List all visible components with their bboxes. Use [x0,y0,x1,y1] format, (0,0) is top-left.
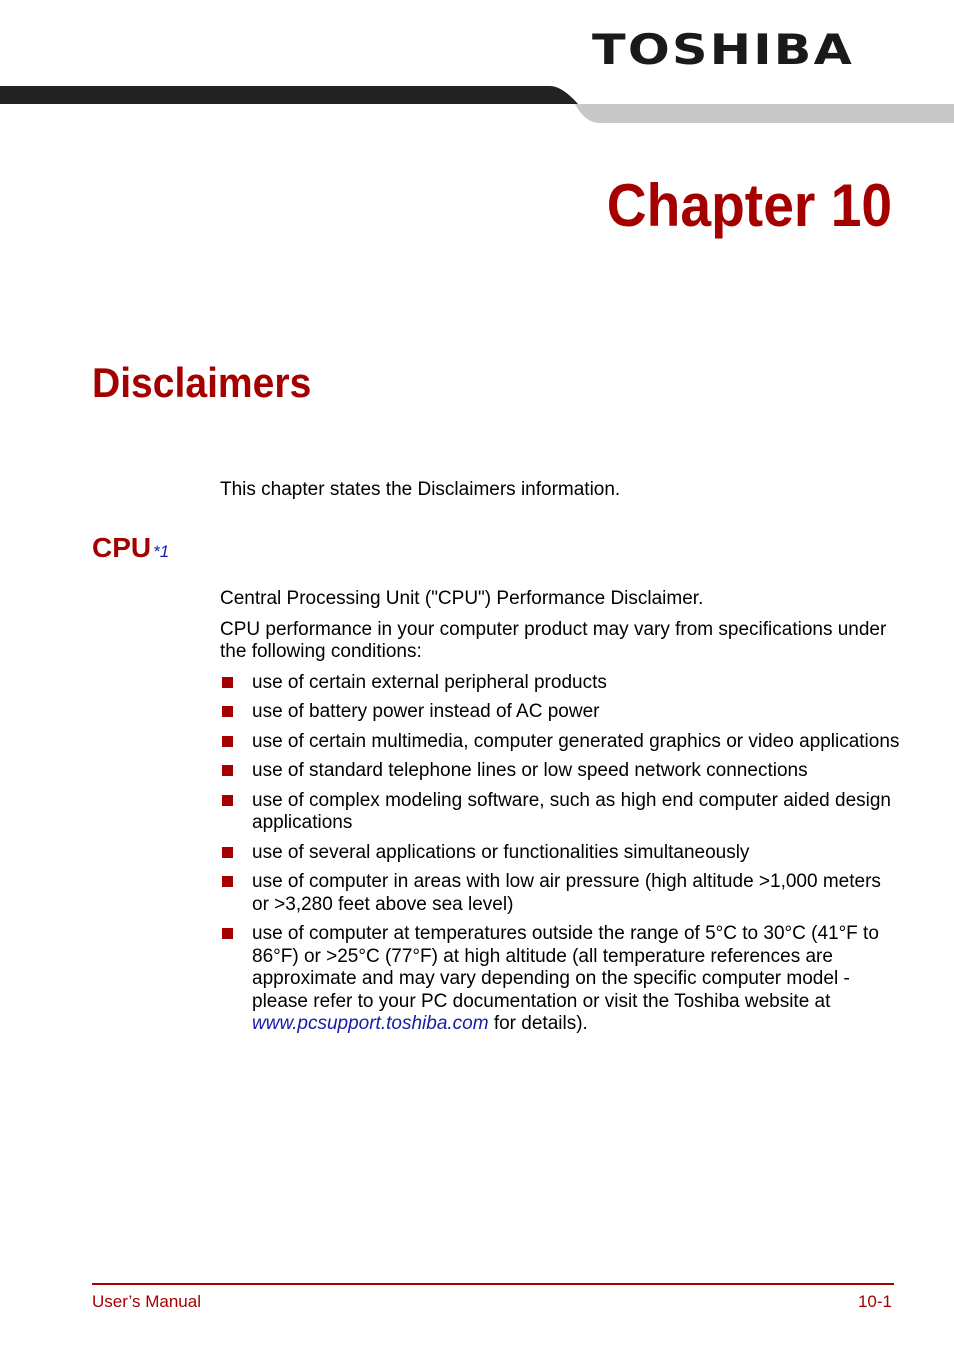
list-item-text-end: for details). [488,1013,588,1034]
list-item-text: use of battery power instead of AC power [252,701,600,722]
toshiba-logo: TOSHIBA [592,26,854,75]
header-band-dark [0,86,578,104]
list-item-text: use of computer in areas with low air pressure (high altitude >1,000 meters or >3,280 feet above sea level) [252,871,881,915]
list-item-text: use of computer at temperatures outside the range of 5°C to 30°C (41°F to 86°F) or >25°C (77°F) at high altitude (all temperature references are approximate and may vary depending on the specific computer model - please refer to your PC documentation or visit the Toshiba website at [252,923,879,1012]
square-bullet-icon [222,765,233,776]
square-bullet-icon [222,795,233,806]
chapter-title: Chapter 10 [606,172,892,239]
list-item [220,672,900,695]
list-item-text: use of certain external peripheral products [252,671,607,693]
cpu-disclaimer-content [220,588,900,1043]
list-item [220,731,900,754]
list-item [220,790,900,835]
square-bullet-icon [222,876,233,887]
square-bullet-icon [222,736,233,747]
square-bullet-icon [222,706,233,717]
list-item [220,923,900,1036]
header-band [0,80,954,126]
footer-page-number: 10-1 [857,1292,892,1311]
list-item [220,760,900,783]
list-item [220,842,900,865]
list-item-text: use of certain multimedia, computer generated graphics or video applications [252,730,900,752]
footnote-reference[interactable]: *1 [153,542,170,561]
section-title: Disclaimers [92,359,312,406]
subsection-title-cpu [92,534,169,562]
paragraph: Central Processing Unit ("CPU") Performance Disclaimer. [220,588,704,609]
intro-paragraph: This chapter states the Disclaimers information. [220,479,621,500]
list-item [220,871,900,916]
square-bullet-icon [222,847,233,858]
paragraph: CPU performance in your computer product may vary from specifications under the following conditions: [220,618,887,662]
footer-rule [92,1283,894,1285]
pcsupport-link[interactable]: www.pcsupport.toshiba.com [252,1013,489,1034]
list-item-text: use of complex modeling software, such as high end computer aided design applications [252,789,891,833]
square-bullet-icon [222,928,233,939]
list-item-text: use of several applications or functionalities simultaneously [252,841,750,863]
footer-manual-name: User’s Manual [92,1292,201,1311]
square-bullet-icon [222,677,233,688]
conditions-list [220,672,900,1036]
list-item-text: use of standard telephone lines or low speed network connections [252,760,808,781]
header-band-light [575,104,954,123]
list-item [220,701,900,724]
subsection-title-text: CPU [92,532,152,563]
